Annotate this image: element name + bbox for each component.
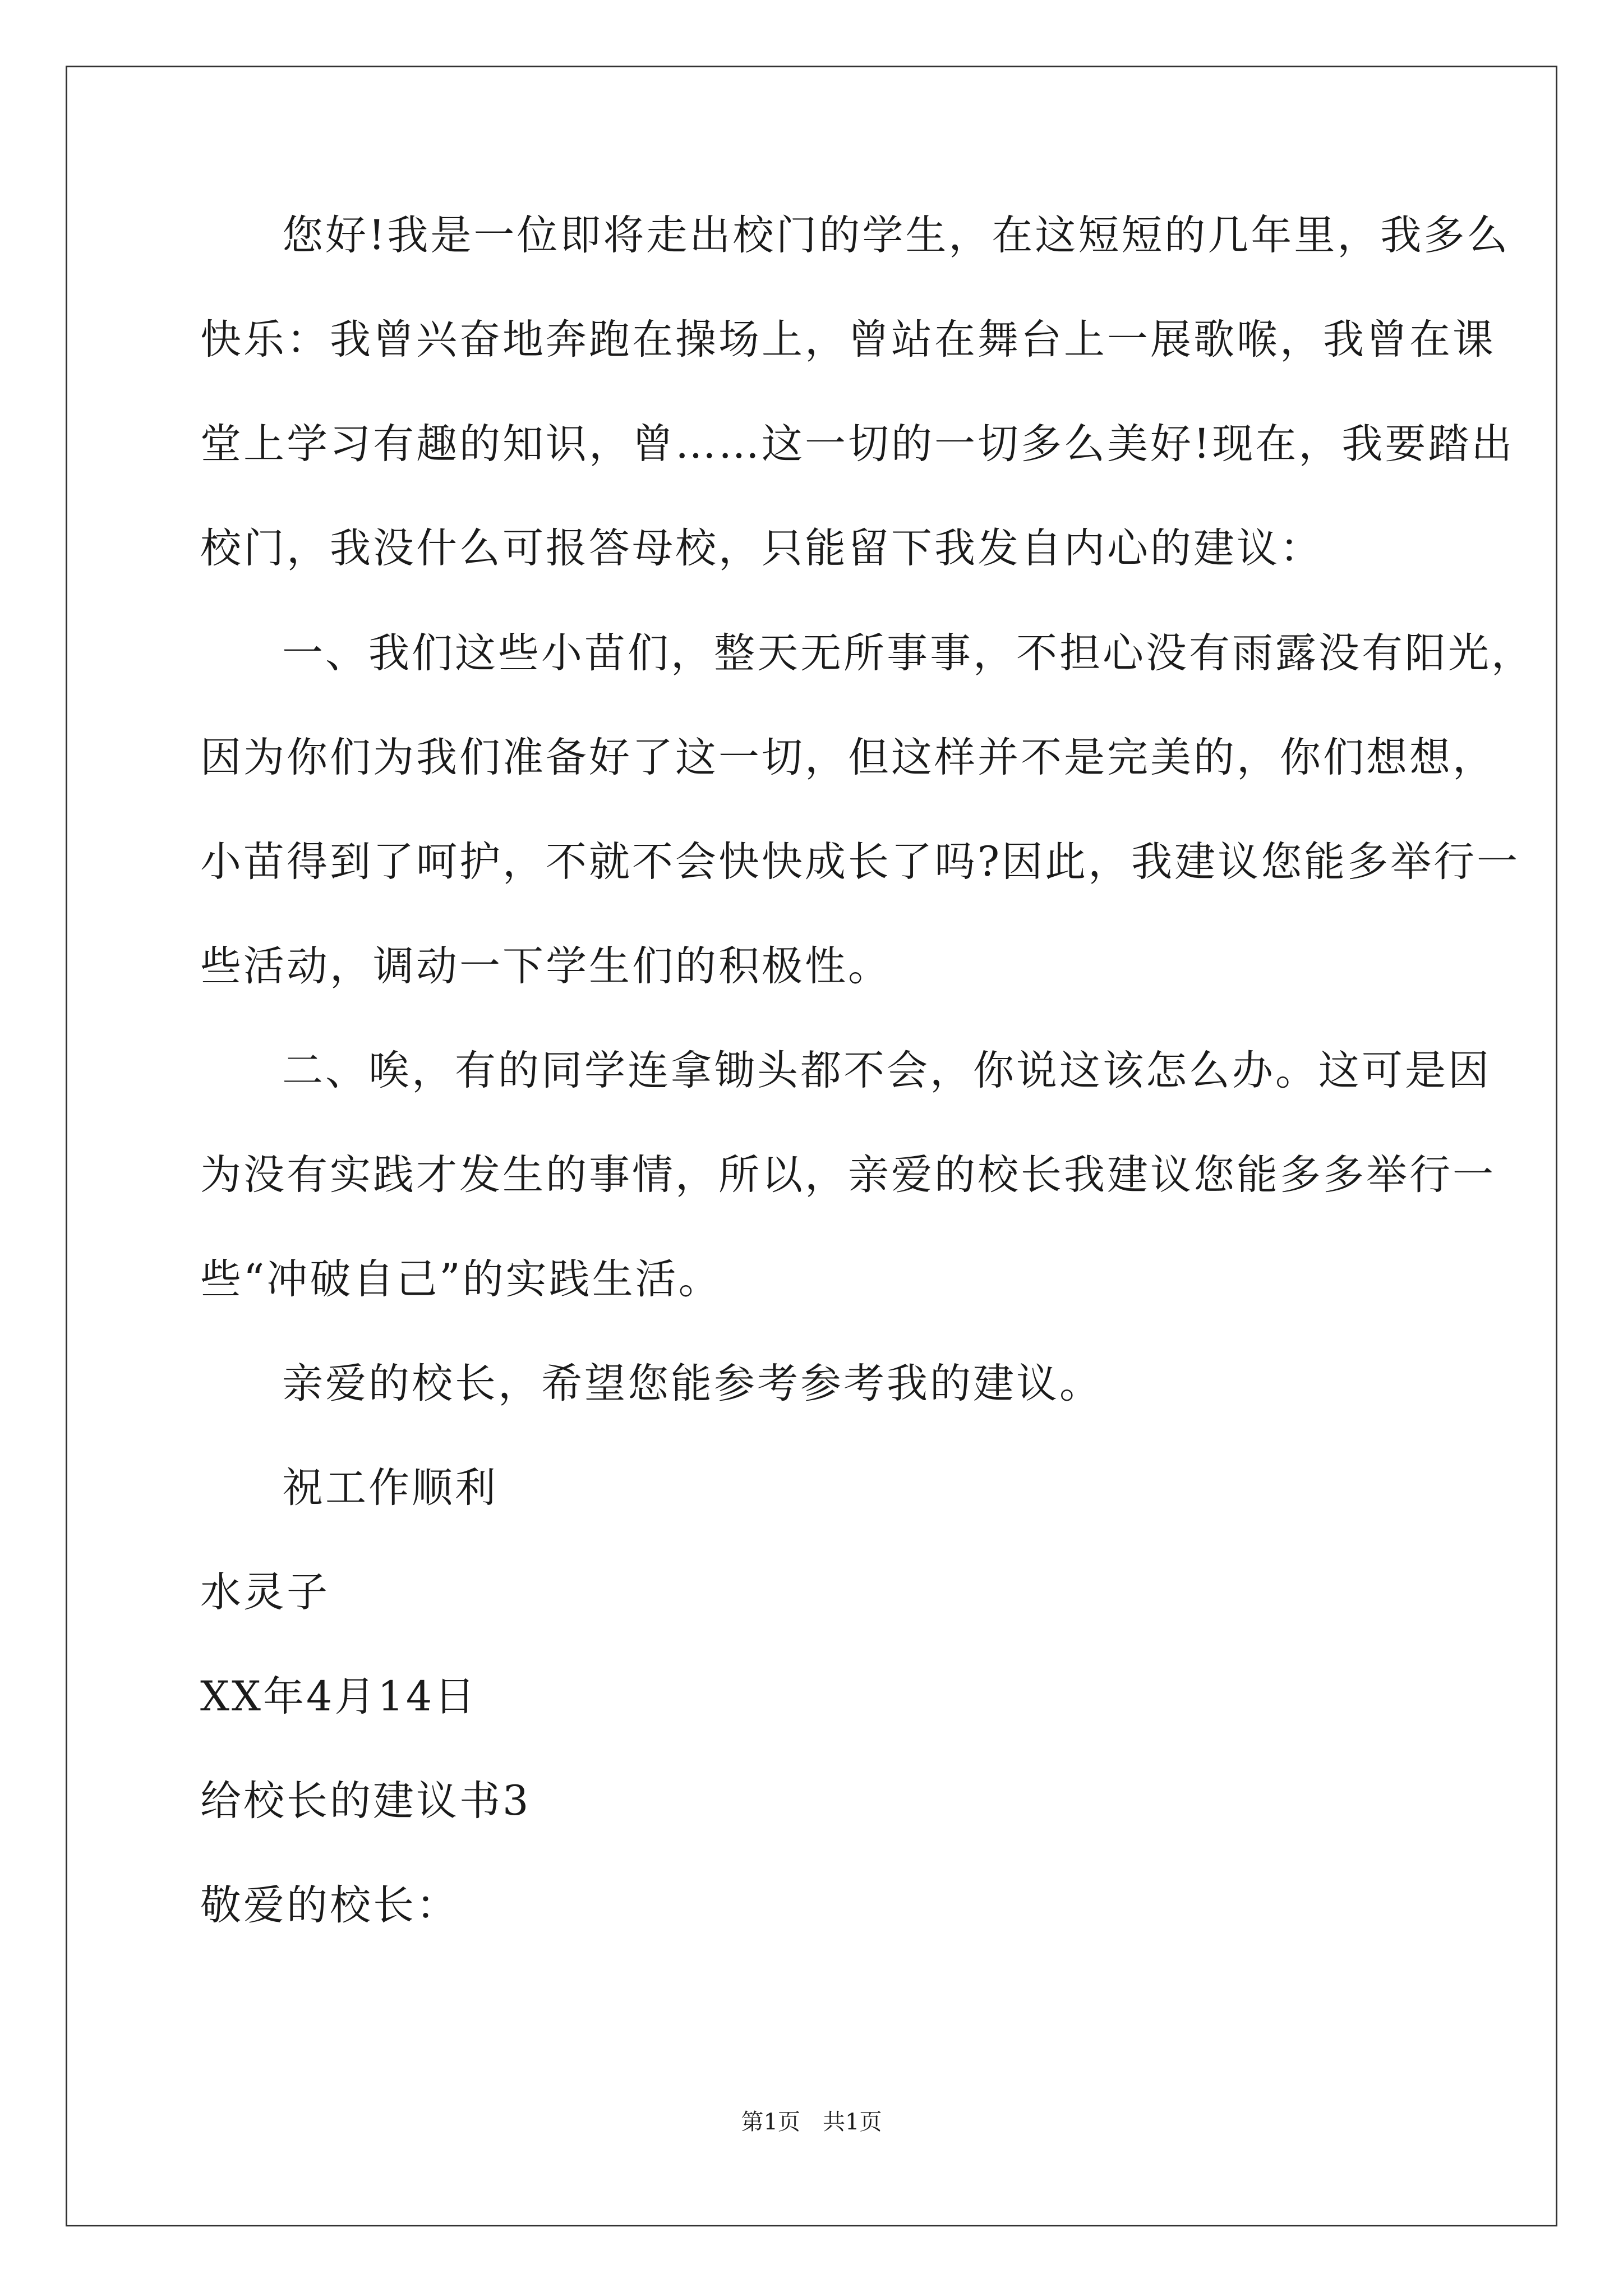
salutation: 敬爱的校长： [200, 1881, 459, 1929]
paragraph-1-line-3: 堂上学习有趣的知识，曾……这一切的一切多么美好!现在，我要踏出 [200, 420, 1515, 468]
paragraph-2-line-2: 因为你们为我们准备好了这一切，但这样并不是完美的，你们想想， [200, 734, 1496, 781]
paragraph-3-line-3: 些“冲破自己”的实践生活。 [200, 1255, 722, 1303]
closing-wish: 祝工作顺利 [282, 1464, 498, 1512]
closing-remark: 亲爱的校长，希望您能参考参考我的建议。 [282, 1360, 1103, 1407]
signature-name: 水灵子 [200, 1568, 330, 1616]
paragraph-1-line-2: 快乐：我曾兴奋地奔跑在操场上，曾站在舞台上一展歌喉，我曾在课 [200, 316, 1496, 364]
paragraph-2-line-3: 小苗得到了呵护，不就不会快快成长了吗?因此，我建议您能多举行一 [200, 838, 1520, 886]
signature-date: XX年4月14日 [200, 1673, 478, 1720]
paragraph-2-line-4: 些活动，调动一下学生们的积极性。 [200, 942, 891, 990]
paragraph-1-line-4: 校门，我没什么可报答母校，只能留下我发自内心的建议： [200, 524, 1323, 572]
paragraph-1-line-1: 您好!我是一位即将走出校门的学生，在这短短的几年里，我多么 [282, 211, 1510, 259]
paragraph-2-line-1: 一、我们这些小苗们，整天无所事事，不担心没有雨露没有阳光， [282, 629, 1534, 677]
section-title: 给校长的建议书3 [200, 1777, 531, 1825]
paragraph-3-line-1: 二、唉，有的同学连拿锄头都不会，你说这该怎么办。这可是因 [282, 1047, 1491, 1094]
page-number-footer: 第1页 共1页 [741, 2109, 882, 2135]
paragraph-3-line-2: 为没有实践才发生的事情，所以，亲爱的校长我建议您能多多举行一 [200, 1151, 1496, 1199]
